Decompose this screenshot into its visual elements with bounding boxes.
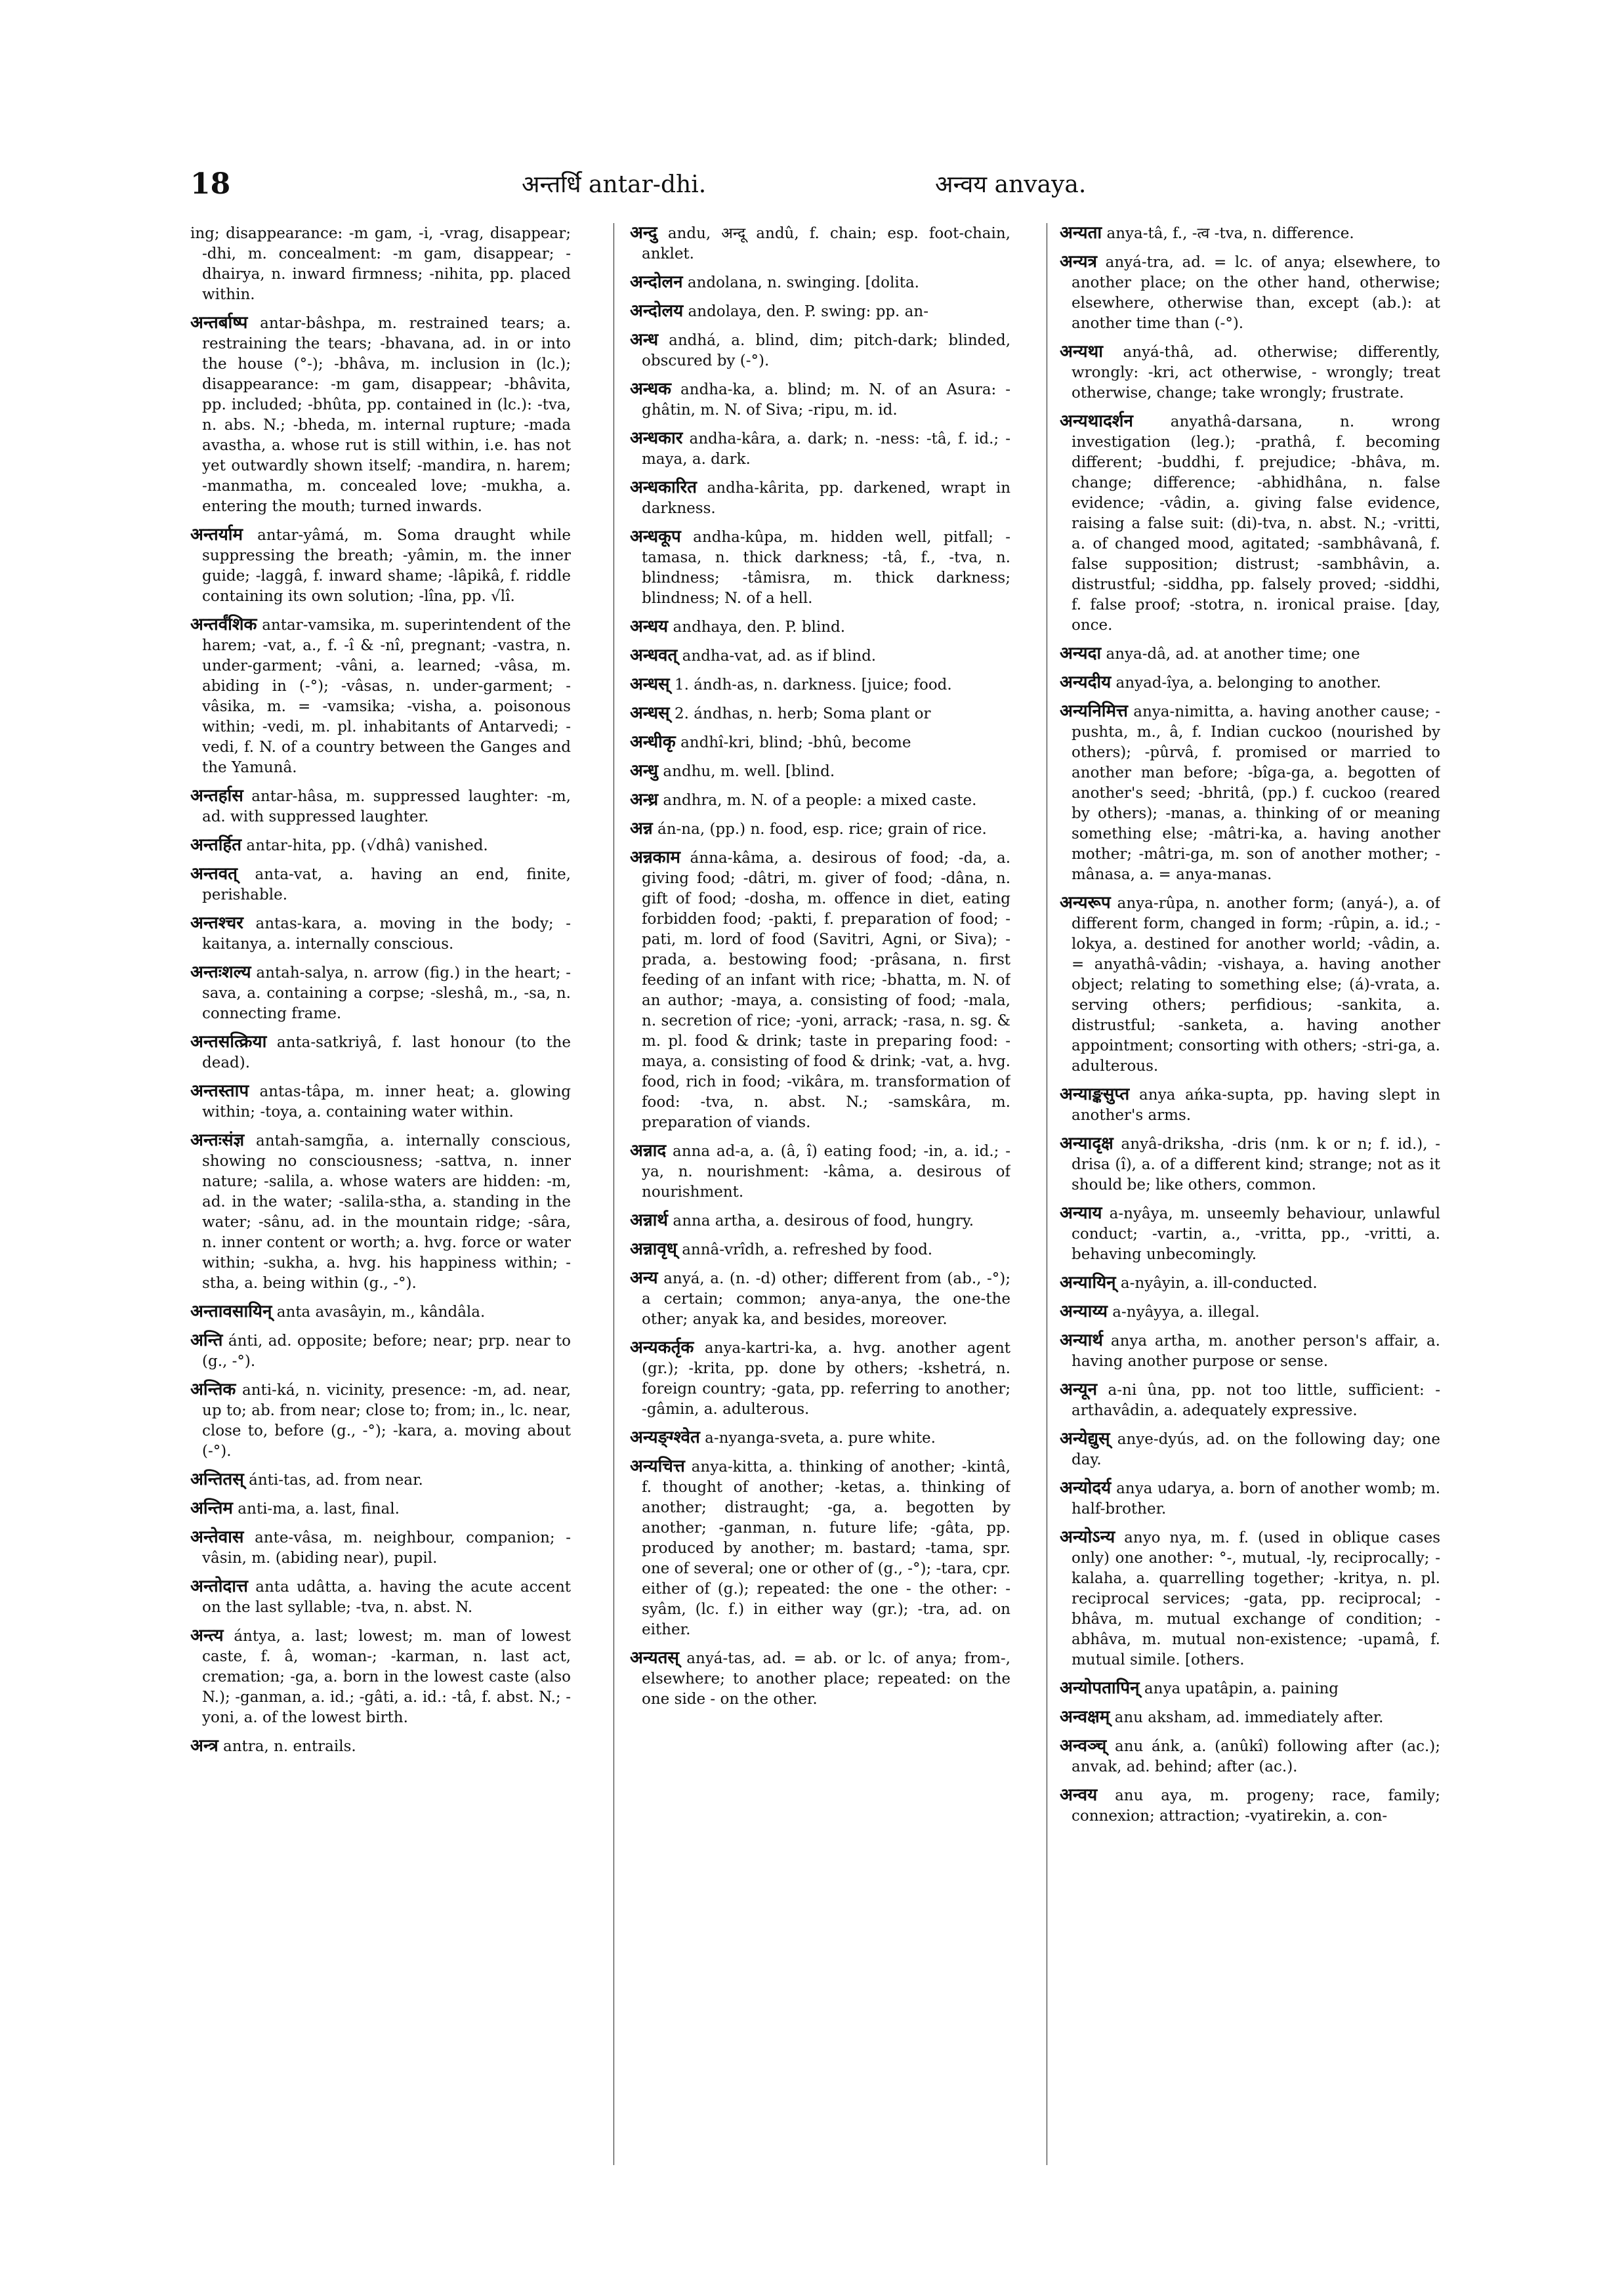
dictionary-entry [190, 1470, 571, 1491]
dictionary-entry [1060, 1678, 1440, 1699]
entry-definition: ánti, ad. opposite; before; near; prp. near to (g., -°). [202, 1333, 571, 1370]
entry-headword: अन्ध्र [630, 790, 659, 810]
entry-headword: अन्तितस् [190, 1470, 244, 1489]
entry-definition: anya ańka-supta, pp. having slept in another's arms. [1072, 1086, 1440, 1124]
entry-headword: अन्य [630, 1268, 658, 1288]
entry-definition: anya-nimitta, a. having another cause; -pushta, m., â, f. Indian cuckoo (nourished by others); -pûrvâ, f. promised or married to another man before; -bîga-ga, a. begotten of another's seed; -bhritâ, (pp.) f. cuckoo (reared by others); -manas, a. thinking of or meaning something else; -mâtri-ka, a. having another mother; -mâtri-ga, m. son of another mother; -mânasa, a. = anya-manas. [1072, 703, 1440, 883]
entry-headword: अन्तेवास [190, 1527, 244, 1547]
entry-headword: अन्तर्बाष्प [190, 313, 248, 333]
entry-definition: andha-ka, a. blind; m. N. of an Asura: -ghâtin, m. N. of Siva; -ripu, m. id. [642, 381, 1010, 419]
dictionary-entry [630, 478, 1010, 519]
entry-headword: अन्वय [1060, 1785, 1098, 1805]
dictionary-entry [190, 1130, 571, 1294]
dictionary-entry [1060, 644, 1440, 665]
entry-definition: a-nyâyya, a. illegal. [1112, 1304, 1260, 1321]
dictionary-entry [190, 786, 571, 827]
entry-definition: andhaya, den. P. blind. [673, 619, 846, 636]
entry-definition: andhî-kri, blind; -bhû, become [680, 734, 911, 751]
dictionary-entry [190, 864, 571, 905]
dictionary-entry [190, 962, 571, 1024]
entry-headword: अन्यथादर्शन [1060, 411, 1133, 431]
entry-headword: अन्यत्र [1060, 252, 1097, 272]
dictionary-entry [1060, 411, 1440, 636]
entry-headword: अन्यकर्तृक [630, 1338, 694, 1357]
entry-headword: अन्धय [630, 617, 669, 636]
entry-definition: antar-hita, pp. (√dhâ) vanished. [246, 837, 488, 854]
dictionary-entry [1060, 701, 1440, 885]
dictionary-entry [630, 301, 1010, 322]
dictionary-entry [190, 1527, 571, 1569]
entry-headword: अन्तसत्क्रिया [190, 1032, 267, 1052]
dictionary-entry [630, 1428, 1010, 1449]
dictionary-entry [190, 1380, 571, 1462]
entry-definition: ánna-kâma, a. desirous of food; -da, a. giving food; -dâtri, m. giver of food; -dâna, n. gift of food; -dosha, m. offence in diet, eating forbidden food; -pakti, f. preparation of food; -pati, m. lord of food (Savitri, Agni, or Siva); -prada, a. bestowing food; -prâsana, n. first feeding of an infant with rice; -bhatta, m. N. of an author; -maya, a. consisting of food; -mala, n. secretion of rice; -yoni, arrack; -rasa, n. sg. & m. pl. food & drink; taste in preparing food: -maya, a. consisting of food & drink; -vat, a. hvg. food, rich in food; -vikâra, m. transformation of food: -tva, n. abst. N.; -samskâra, m. preparation of viands. [642, 850, 1010, 1131]
entry-definition: án-na, (pp.) n. food, esp. rice; grain of rice. [657, 821, 987, 838]
entry-headword: अन्वञ्च् [1060, 1736, 1107, 1756]
dictionary-entry [1060, 893, 1440, 1077]
entry-headword: अन्धकूप [630, 527, 681, 547]
dictionary-entry [1060, 1478, 1440, 1520]
entry-headword: अन्याङ्कसुप्त [1060, 1085, 1130, 1104]
entry-definition: andha-kâra, a. dark; n. -ness: -tâ, f. id.; -maya, a. dark. [642, 430, 1010, 468]
entry-definition: antas-tâpa, m. inner heat; a. glowing within; -toya, a. containing water within. [202, 1083, 571, 1121]
entry-definition: anyâ-driksha, -dris (nm. k or n; f. id.), -drisa (î), a. of a different kind; strange; not as it should be; like others, common. [1072, 1136, 1440, 1193]
entry-definition: anna ad-a, a. (â, î) eating food; -in, a. id.; -ya, n. nourishment: -kâma, a. desirous of nourishment. [642, 1143, 1010, 1201]
entry-definition: ante-vâsa, m. neighbour, companion; -vâsin, m. (abiding near), pupil. [202, 1529, 571, 1567]
entry-headword: अन्नकाम [630, 848, 680, 867]
entry-definition: 1. ándh-as, n. darkness. [juice; food. [674, 676, 952, 693]
entry-headword: अन्धकार [630, 428, 683, 448]
entry-definition: andhra, m. N. of a people: a mixed caste. [663, 792, 977, 809]
running-head-left: अन्तर्धि antar-dhi. [522, 171, 707, 198]
dictionary-entry [190, 835, 571, 856]
page-number: 18 [190, 167, 231, 201]
dictionary-entry [1060, 1085, 1440, 1126]
dictionary-entry [190, 1032, 571, 1073]
entry-headword: अन्यदा [1060, 644, 1102, 663]
entry-headword: अन्यदीय [1060, 672, 1112, 692]
entry-definition: anya artha, m. another person's affair, a. having another purpose or sense. [1072, 1333, 1440, 1370]
entry-headword: अन्तर्याम [190, 525, 243, 545]
entry-headword: अन्यरूप [1060, 893, 1111, 913]
entry-headword: अन्यङ्ग्श्वेत [630, 1428, 700, 1447]
dictionary-entry [190, 1626, 571, 1728]
dictionary-entry [630, 379, 1010, 421]
dictionary-entry [630, 1210, 1010, 1231]
entry-headword: अन्धीकृ [630, 732, 676, 752]
entry-definition: anta-satkriyâ, f. last honour (to the dead). [202, 1034, 571, 1071]
column-2 [630, 223, 1010, 2165]
column-1 [190, 223, 571, 2165]
entry-definition: antah-salya, n. arrow (fig.) in the heart; -sava, a. containing a corpse; -sleshâ, m., -sa, n. connecting frame. [202, 964, 571, 1022]
entry-definition: anya udarya, a. born of another womb; m. half-brother. [1072, 1480, 1440, 1518]
entry-definition: andha-kûpa, m. hidden well, pitfall; -tamasa, n. thick darkness; -tâ, f., -tva, n. blindness; -tâmisra, m. thick darkness; blindness; N. of a hell. [642, 529, 1010, 607]
entry-definition: anna artha, a. desirous of food, hungry. [673, 1212, 974, 1230]
entry-headword: अन्ति [190, 1331, 223, 1350]
dictionary-entry [190, 313, 571, 517]
dictionary-entry [630, 1648, 1010, 1710]
entry-headword: अन्यतस् [630, 1648, 680, 1668]
entry-definition: antar-bâshpa, m. restrained tears; a. restraining the tears; -bhavana, ad. in or into the house (°-); -bhâva, m. inclusion in (lc.); disappearance: -m gam, disappear; -bhâvita, pp. included; -bhûta, pp. contained in (lc.): -tva, n. abs. N.; -bheda, m. internal rupture; -mada avastha, a. whose rut is still within, i.e. has not yet outwardly shown itself; -mandira, n. harem; -manmatha, m. concealed love; -mukha, a. entering the mouth; turned inwards. [202, 315, 571, 515]
entry-headword: अन्तस्ताप [190, 1081, 249, 1101]
entry-definition: anya-rûpa, n. another form; (anyá-), a. of different form, changed in form; -rûpin, a. id.; -lokya, a. destined for another world; -vâdin, a. = anyathâ-vâdin; -vishaya, a. having another object; relating to something else; (á)-vrata, a. serving others; perfidious; -sankita, a. distrustful; -sanketa, a. having another appointment; consorting with others; -stri-ga, a. adulterous. [1072, 895, 1440, 1075]
entry-headword: अन्यता [1060, 223, 1102, 243]
entry-definition: antah-samgña, a. internally conscious, showing no consciousness; -sattva, n. inner nature; -salila, a. whose waters are hidden: -m, ad. in the water; -salila-stha, a. standing in the water; -sânu, ad. in the mountain ridge; -sâra, n. inner content or worth; a. hvg. force or water within; -sukha, a. hvg. his happiness within; -stha, a. being within (g., -°). [202, 1132, 571, 1292]
entry-definition: anta-vat, a. having an end, finite, perishable. [202, 866, 571, 903]
entry-headword: अन्तर्वंशिक [190, 615, 257, 634]
dictionary-entry [630, 646, 1010, 667]
entry-definition: anya-dâ, ad. at another time; one [1106, 646, 1360, 663]
entry-headword: अन्दोलन [630, 272, 683, 292]
dictionary-entry [1060, 1429, 1440, 1470]
dictionary-entry [630, 272, 1010, 293]
dictionary-entry [1060, 1302, 1440, 1323]
entry-headword: अन्यादृक्ष [1060, 1134, 1114, 1153]
entry-headword: अन्तर्हित [190, 835, 242, 855]
entry-headword: अन्याय्य [1060, 1302, 1108, 1321]
dictionary-entry [630, 790, 1010, 811]
dictionary-entry [630, 1457, 1010, 1640]
entry-definition: anya-kartri-ka, a. hvg. another agent (gr.); -krita, pp. done by others; -kshetrá, n. foreign country; -gata, pp. referring to another; -gâmin, a. adulterous. [642, 1340, 1010, 1418]
dictionary-entry [1060, 1273, 1440, 1294]
entry-headword: अन्याय [1060, 1203, 1102, 1223]
dictionary-entry [1060, 223, 1440, 244]
entry-definition: antar-vamsika, m. superintendent of the harem; -vat, a., f. -î & -nî, pregnant; -vastra, n. under-garment; -vâni, a. learned; -vâsa, m. abiding in (-°); -vâsas, n. under-garment; -vâsika, m. = -vamsika; -visha, a. poisonous within; -vedi, m. pl. inhabitants of Antarvedi; -vedi, f. N. of a country between the Ganges and the Yamunâ. [202, 617, 571, 776]
dictionary-entry [630, 223, 1010, 264]
entry-definition: andha-vat, ad. as if blind. [682, 648, 877, 665]
entry-definition: antas-kara, a. moving in the body; -kaitanya, a. internally conscious. [202, 915, 571, 953]
entry-headword: अन्तर्हास [190, 786, 243, 806]
page-header [190, 167, 1476, 200]
entry-definition: anti-ma, a. last, final. [238, 1500, 400, 1518]
entry-headword: अन्तिक [190, 1380, 236, 1399]
entry-headword: अन्योऽन्य [1060, 1527, 1115, 1547]
entry-headword: अन्तःशल्य [190, 962, 251, 982]
dictionary-entry [630, 732, 1010, 753]
entry-definition: anu ánk, a. (anûkî) following after (ac.); anvak, ad. behind; after (ac.). [1072, 1738, 1440, 1775]
entry-definition: annâ-vrîdh, a. refreshed by food. [682, 1241, 933, 1258]
entry-definition: anyá, a. (n. -d) other; different from (ab., -°); a certain; common; anya-anya, the one-the other; anyak ka, and besides, moreover. [642, 1270, 1010, 1328]
dictionary-entry [1060, 1707, 1440, 1728]
dictionary-entry [630, 674, 1010, 695]
entry-definition: andolaya, den. P. swing: pp. an- [688, 303, 928, 320]
dictionary-entry [190, 1736, 571, 1757]
entry-headword: अन्यार्थ [1060, 1331, 1103, 1350]
entry-definition: anta avasâyin, m., kândâla. [276, 1304, 486, 1321]
entry-headword: अन्न [630, 819, 653, 838]
entry-headword: अन्तश्चर [190, 913, 243, 933]
entry-definition: andhá, a. blind, dim; pitch-dark; blinded, obscured by (-°). [642, 332, 1010, 369]
entry-definition: anye-dyús, ad. on the following day; one day. [1072, 1431, 1440, 1468]
entry-headword: अन्धस् [630, 703, 670, 723]
dictionary-entry [630, 703, 1010, 724]
dictionary-entry [190, 615, 571, 778]
entry-headword: अन्नाद [630, 1141, 667, 1161]
dictionary-entry [190, 223, 571, 305]
entry-headword: अन्धवत् [630, 646, 678, 665]
entry-headword: अन्यनिमित्त [1060, 701, 1129, 721]
entry-definition: anyad-îya, a. belonging to another. [1115, 674, 1381, 692]
dictionary-entry [630, 819, 1010, 840]
entry-definition: anya-kitta, a. thinking of another; -kintâ, f. thought of another; -ketas, a. thinking of another; distraught; -ga, a. begotten by another; -ganman, n. future life; -gâta, pp. produced by another; m. bastard; -tama, spr. one of several; one or other of (g., -°); -tara, cpr. either of (g.); repeated: the one - the other: -syâm, (lc. f.) in either way (gr.); -tra, ad. on either. [642, 1458, 1010, 1638]
dictionary-entry [190, 1302, 571, 1323]
entry-definition: antar-yâmá, m. Soma draught while suppressing the breath; -yâmin, m. the inner guide; -laggâ, f. inward shame; -lâpikâ, f. riddle containing its own solution; -lîna, pp. √lî. [202, 527, 571, 605]
entry-definition: anu aksham, ad. immediately after. [1114, 1709, 1384, 1726]
entry-definition: ántya, a. last; lowest; m. man of lowest caste, f. â, woman-; -karman, n. last act, cremation; -ga, a. born in the lowest caste (also N.); -ganman, a. id.; -gâti, a. id.: -tâ, f. abst. N.; -yoni, a. of the lowest birth. [202, 1628, 571, 1726]
entry-headword: अन्यथा [1060, 342, 1103, 362]
entry-definition: andha-kârita, pp. darkened, wrapt in darkness. [642, 480, 1010, 517]
entry-headword: अन्धु [630, 761, 659, 781]
entry-headword: अन्तिम [190, 1499, 233, 1518]
entry-headword: अन्तवत् [190, 864, 238, 884]
dictionary-entry [630, 330, 1010, 371]
entry-definition: anyá-tas, ad. = ab. or lc. of anya; from-, elsewhere; to another place; repeated: on the one side - on the other. [642, 1650, 1010, 1708]
dictionary-entry [630, 761, 1010, 782]
entry-headword: अन्नार्थ [630, 1210, 669, 1230]
entry-definition: anta udâtta, a. having the acute accent on the last syllable; -tva, n. abst. N. [202, 1579, 571, 1616]
entry-headword: अन्योदर्य [1060, 1478, 1112, 1498]
entry-definition: a-nyâyin, a. ill-conducted. [1120, 1275, 1318, 1292]
entry-definition: a-ni ûna, pp. not too little, sufficient: -arthavâdin, a. adequately expressive. [1072, 1382, 1440, 1419]
entry-headword: अन्ध [630, 330, 659, 350]
column-3 [1060, 223, 1440, 2165]
entry-definition: anyá-tra, ad. = lc. of anya; elsewhere, to another place; on the other hand, otherwise; elsewhere, otherwise than, except (ab.): at another time than (-°). [1072, 254, 1440, 332]
entry-headword: अन्दु [630, 223, 657, 243]
entry-definition: a-nyâya, m. unseemly behaviour, unlawful conduct; -vartin, a., -vritta, pp., -vritti, a. behaving unbecomingly. [1072, 1205, 1440, 1263]
entry-definition: anya-tâ, f., -त्व -tva, n. difference. [1106, 225, 1354, 242]
entry-headword: अन्तोदात्त [190, 1577, 248, 1596]
dictionary-entry [630, 1268, 1010, 1330]
dictionary-entry [190, 1499, 571, 1520]
running-head-right: अन्वय anvaya. [935, 171, 1087, 198]
dictionary-entry [630, 1338, 1010, 1420]
entry-headword: अन्वक्षम् [1060, 1707, 1110, 1727]
entry-definition: antra, n. entrails. [222, 1738, 356, 1755]
dictionary-entry [1060, 1736, 1440, 1777]
entry-headword: अन्तावसायिन् [190, 1302, 272, 1321]
entry-definition: ánti-tas, ad. from near. [249, 1472, 423, 1489]
entry-headword: अन्यायिन् [1060, 1273, 1116, 1292]
dictionary-entry [1060, 342, 1440, 403]
dictionary-entry [190, 913, 571, 955]
entry-definition: anyo nya, m. f. (used in oblique cases only) one another: °-, mutual, -ly, reciprocally; -kalaha, a. quarrelling together; -kritya, n. pl. reciprocal services; -gata, pp. reciprocal; -bhâva, m. mutual exchange of condition; -abhâva, m. mutual non-existence; -upamâ, f. mutual simile. [others. [1072, 1529, 1440, 1668]
dictionary-entry [630, 527, 1010, 609]
entry-headword: अन्धस् [630, 674, 670, 694]
dictionary-entry [630, 428, 1010, 470]
entry-headword: अन्यचित्त [630, 1457, 685, 1476]
entry-headword: अन्यून [1060, 1380, 1098, 1399]
entry-definition: andolana, n. swinging. [dolita. [687, 274, 919, 291]
entry-definition: anyá-thâ, ad. otherwise; differently, wrongly: -kri, act otherwise, - wrongly; treat otherwise, change; take wrongly; frustrate. [1072, 344, 1440, 402]
dictionary-entry [630, 617, 1010, 638]
entry-definition: anu aya, m. progeny; race, family; connexion; attraction; -vyatirekin, a. con- [1072, 1787, 1440, 1825]
entry-headword: अन्धकारित [630, 478, 697, 497]
entry-headword: अन्योपतापिन् [1060, 1678, 1140, 1698]
dictionary-entry [190, 1331, 571, 1372]
dictionary-entry [1060, 252, 1440, 334]
entry-headword: अन्येद्युस् [1060, 1429, 1110, 1449]
entry-headword: अन्त्य [190, 1626, 224, 1645]
entry-definition: ing; disappearance: -m gam, -i, -vrag, disappear; -dhi, m. concealment: -m gam, disappear; -dhairya, n. inward firmness; -nihita, pp. placed within. [190, 225, 571, 303]
entry-headword: अन्त्र [190, 1736, 219, 1756]
dictionary-entry [190, 525, 571, 607]
dictionary-entry [1060, 672, 1440, 693]
dictionary-entry [1060, 1134, 1440, 1195]
dictionary-entry [1060, 1527, 1440, 1670]
entry-definition: a-nyanga-sveta, a. pure white. [705, 1430, 936, 1447]
entry-headword: अन्दोलय [630, 301, 684, 321]
dictionary-entry [1060, 1785, 1440, 1827]
entry-definition: andu, अन्दू andû, f. chain; esp. foot-chain, anklet. [642, 225, 1010, 262]
entry-headword: अन्धक [630, 379, 672, 399]
entry-definition: anti-ká, n. vicinity, presence: -m, ad. near, up to; ab. from near; close to; from; in., lc. near, close to, before (g., -°); -kara, a. moving about (-°). [202, 1382, 571, 1460]
dictionary-entry [630, 848, 1010, 1133]
entry-definition: anyathâ-darsana, n. wrong investigation (leg.); -prathâ, f. becoming different; -buddhi, f. prejudice; -bhâva, m. change; difference; -abhidhâna, n. false evidence; -vâdin, a. giving false evidence, raising a false suit: (di)-tva, n. abst. N.; -vritti, a. of changed mood, agitated; -sambhâvanâ, f. false supposition; distrust; -sambhâvin, a. distrustful; -siddha, pp. falsely proved; -siddhi, f. false proof; -stotra, n. ironical praise. [day, once. [1072, 413, 1440, 634]
dictionary-entry [630, 1141, 1010, 1203]
entry-headword: अन्तःसंज्ञ [190, 1130, 245, 1150]
dictionary-entry [1060, 1331, 1440, 1372]
entry-definition: andhu, m. well. [blind. [663, 763, 835, 780]
entry-definition: 2. ándhas, n. herb; Soma plant or [674, 705, 931, 722]
dictionary-entry [1060, 1203, 1440, 1265]
dictionary-entry [1060, 1380, 1440, 1421]
dictionary-entry [190, 1081, 571, 1123]
dictionary-entry [190, 1577, 571, 1618]
dictionary-entry [630, 1239, 1010, 1260]
entry-definition: antar-hâsa, m. suppressed laughter: -m, ad. with suppressed laughter. [202, 788, 571, 825]
entry-definition: anya upatâpin, a. paining [1144, 1680, 1339, 1697]
entry-headword: अन्नावृध् [630, 1239, 677, 1259]
